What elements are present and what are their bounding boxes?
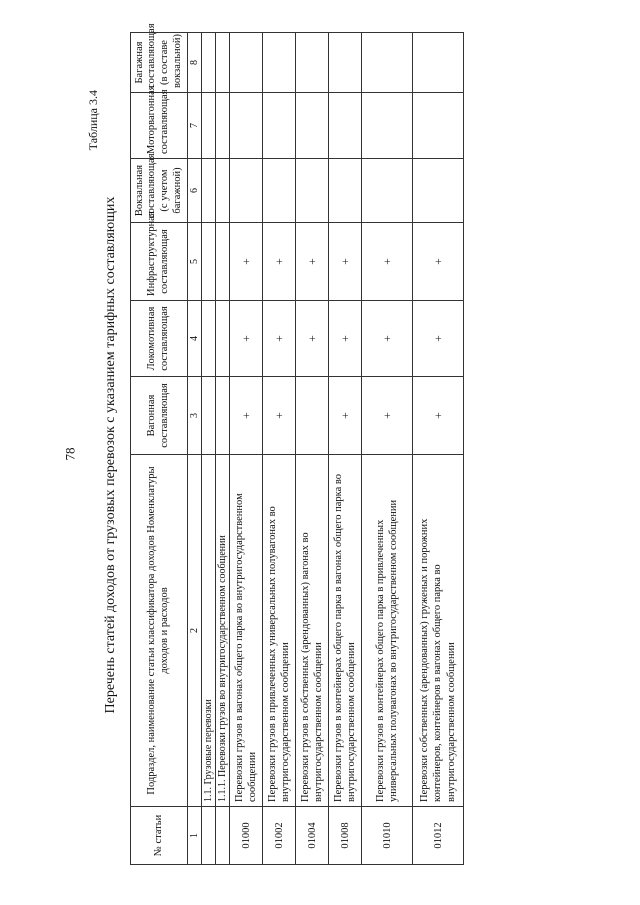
cell-loco: + [230, 301, 263, 377]
cell-wagon [296, 377, 329, 455]
group-row [216, 33, 230, 865]
cell-baggage [329, 33, 362, 93]
table-row [263, 33, 296, 865]
empty-cell [216, 159, 230, 223]
document-title: Перечень статей доходов от грузовых перевозок с указанием тарифных составляющих [103, 196, 118, 714]
cell-station [329, 159, 362, 223]
empty-cell [202, 223, 216, 301]
cell-wagon: + [263, 377, 296, 455]
cell-station [230, 159, 263, 223]
cell-loco: + [413, 301, 464, 377]
cell-code: 01000 [230, 807, 263, 865]
cell-station [263, 159, 296, 223]
header-wagon: Вагонная составляющая [131, 377, 188, 455]
cell-wagon: + [362, 377, 413, 455]
cell-name: Перевозки грузов в вагонах общего парка во внутригосударственном сообщении [230, 455, 263, 807]
cell-code: 01012 [413, 807, 464, 865]
page-number: 78 [62, 447, 78, 461]
group-row [202, 33, 216, 865]
cell-station [296, 159, 329, 223]
cell-infra: + [296, 223, 329, 301]
cell-infra: + [230, 223, 263, 301]
group-label: 1.1.1. Перевозки грузов во внутригосударственном сообщении [216, 455, 230, 807]
cell-infra: + [263, 223, 296, 301]
cell-name: Перевозки грузов в привлеченных универсальных полувагонах во внутригосударственном сообщении [263, 455, 296, 807]
column-number: 6 [188, 159, 202, 223]
header-infra: Инфраструктурная составляющая [131, 223, 188, 301]
cell-station [413, 159, 464, 223]
cell-baggage [230, 33, 263, 93]
cell-loco: + [329, 301, 362, 377]
cell-name: Перевозки собственных (арендованных) груженых и порожних контейнеров, контейнеров в вагонах общего парка во внутригосударственном сообщении [413, 455, 464, 807]
cell-baggage [296, 33, 329, 93]
table-label: Таблица 3.4 [86, 90, 100, 151]
empty-cell [216, 301, 230, 377]
header-baggage: Багажная составляющая (в составе вокзальной) [131, 33, 188, 93]
table-row [296, 33, 329, 865]
empty-cell [202, 377, 216, 455]
header-row [131, 33, 188, 865]
cell-motor [230, 93, 263, 159]
revenue-table [130, 23, 464, 865]
table-row [362, 33, 413, 865]
cell-name: Перевозки грузов в собственных (арендованных) вагонах во внутригосударственном сообщении [296, 455, 329, 807]
column-number-row [188, 33, 202, 865]
column-number: 3 [188, 377, 202, 455]
cell-name: Перевозки грузов в контейнерах общего парка в вагонах общего парка во внутригосударственном сообщении [329, 455, 362, 807]
group-code-cell [216, 807, 230, 865]
cell-infra: + [329, 223, 362, 301]
cell-code: 01010 [362, 807, 413, 865]
empty-cell [202, 301, 216, 377]
column-number: 1 [188, 807, 202, 865]
cell-baggage [263, 33, 296, 93]
cell-station [362, 159, 413, 223]
empty-cell [216, 93, 230, 159]
cell-code: 01002 [263, 807, 296, 865]
header-motor: Моторвагонная составляющая [131, 93, 188, 159]
cell-loco: + [296, 301, 329, 377]
header-name: Подраздел, наименование статьи классификатора доходов Номенклатуры доходов и расходов [131, 455, 188, 807]
cell-loco: + [263, 301, 296, 377]
empty-cell [216, 377, 230, 455]
empty-cell [202, 159, 216, 223]
cell-infra: + [413, 223, 464, 301]
group-code-cell [202, 807, 216, 865]
cell-motor [263, 93, 296, 159]
cell-baggage [413, 33, 464, 93]
header-loco: Локомотивная составляющая [131, 301, 188, 377]
cell-code: 01004 [296, 807, 329, 865]
cell-wagon: + [413, 377, 464, 455]
cell-loco: + [362, 301, 413, 377]
cell-wagon: + [329, 377, 362, 455]
header-station: Вокзальная составляющая (с учетом багажной) [131, 159, 188, 223]
table-row [413, 33, 464, 865]
empty-cell [216, 223, 230, 301]
cell-motor [329, 93, 362, 159]
cell-motor [362, 93, 413, 159]
column-number: 7 [188, 93, 202, 159]
cell-code: 01008 [329, 807, 362, 865]
cell-wagon: + [230, 377, 263, 455]
empty-cell [202, 33, 216, 93]
empty-cell [202, 93, 216, 159]
cell-name: Перевозки грузов в контейнерах общего парка в привлеченных универсальных полувагонах во внутригосударственном сообщении [362, 455, 413, 807]
column-number: 2 [188, 455, 202, 807]
header-code: № статьи [131, 807, 188, 865]
table-row [329, 33, 362, 865]
cell-infra: + [362, 223, 413, 301]
column-number: 8 [188, 33, 202, 93]
table-row [230, 33, 263, 865]
column-number: 4 [188, 301, 202, 377]
group-label: 1.1. Грузовые перевозки [202, 455, 216, 807]
empty-cell [216, 33, 230, 93]
cell-motor [296, 93, 329, 159]
cell-motor [413, 93, 464, 159]
cell-baggage [362, 33, 413, 93]
column-number: 5 [188, 223, 202, 301]
